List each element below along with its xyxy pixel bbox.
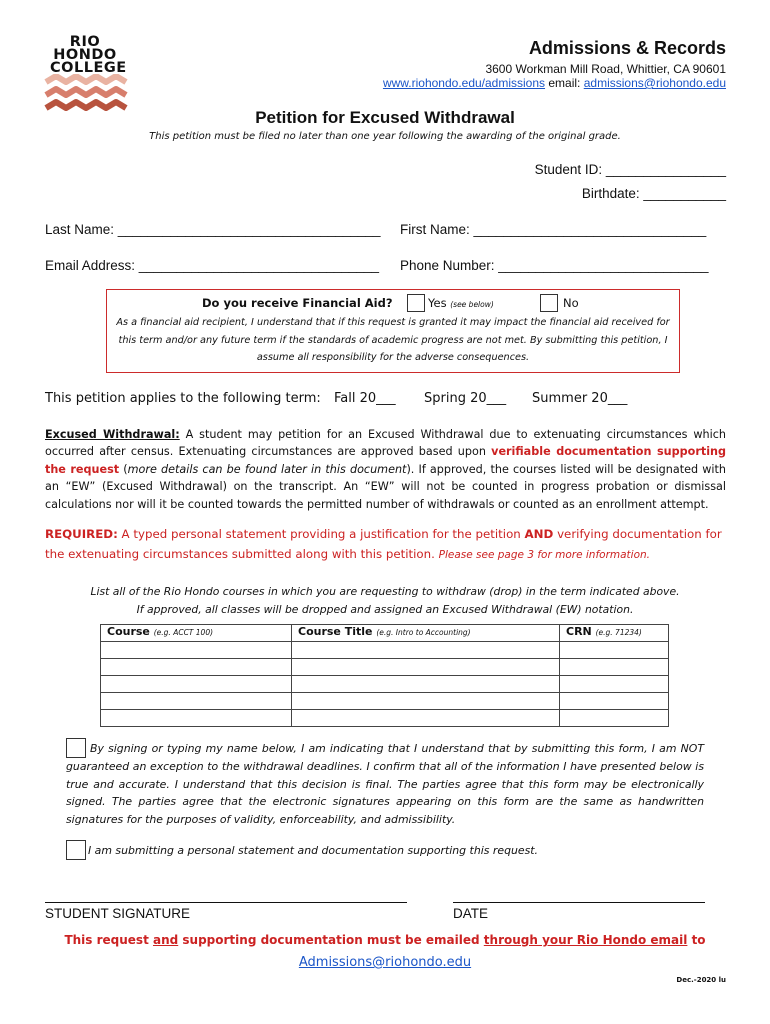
term-label: This petition applies to the following term: (45, 391, 321, 406)
no-label: No (563, 296, 579, 310)
email-link[interactable]: admissions@riohondo.edu (583, 76, 726, 90)
first-name-field[interactable]: First Name: _______________________________ (400, 222, 707, 237)
college-logo-text (50, 34, 127, 76)
title-cell[interactable] (292, 642, 560, 659)
crn-cell[interactable] (560, 693, 669, 710)
department-title: Admissions & Records (528, 38, 726, 58)
course-cell[interactable] (101, 710, 292, 727)
financial-aid-no-checkbox[interactable] (540, 294, 558, 312)
excused-text-1: A student may petition for an Excused Withdrawal due to extenuating circumstances which occurred after census. Extenuating circumstances are approved based upon (45, 428, 726, 459)
crn-cell[interactable] (560, 659, 669, 676)
financial-aid-yes-checkbox[interactable] (407, 294, 425, 312)
header-example: (e.g. ACCT 100) (153, 628, 214, 637)
instructions-line-1: List all of the Rio Hondo courses in which you are requesting to withdraw (drop) in the term indicated above. (90, 585, 680, 598)
submission-instructions (0, 933, 770, 947)
term-summer[interactable]: Summer 20___ (532, 391, 628, 406)
course-cell[interactable] (101, 676, 292, 693)
required-and: AND (524, 527, 554, 541)
course-cell[interactable] (101, 693, 292, 710)
website-link[interactable]: www.riohondo.edu/admissions (382, 76, 546, 90)
student-id-field[interactable]: Student ID: ________________ (534, 162, 726, 177)
header-crn (560, 625, 669, 642)
required-note: Please see page 3 for more information. (438, 548, 651, 561)
student-signature-label: STUDENT SIGNATURE (45, 906, 191, 921)
footer-underlined: through your Rio Hondo email (483, 933, 688, 947)
header-example: (e.g. 71234) (595, 628, 642, 637)
date-label: DATE (453, 906, 489, 921)
footer-email-line (0, 955, 770, 970)
course-cell[interactable] (101, 642, 292, 659)
excused-text-2: ( (119, 462, 128, 476)
email-address-field[interactable]: Email Address: ________________________________ (45, 258, 380, 273)
required-label: REQUIRED: (45, 527, 118, 541)
header-label: CRN (566, 625, 592, 638)
excused-italic: more details can be found later in this document (127, 462, 407, 476)
excused-highlight: verifiable documentation supporting the request (45, 445, 727, 476)
logo-line-1: RIO (69, 34, 101, 50)
crn-cell[interactable] (560, 642, 669, 659)
instructions-line-2: If approved, all classes will be dropped and assigned an Excused Withdrawal (EW) notation. (136, 602, 634, 616)
contact-line (383, 76, 726, 90)
yes-note: (see below) (450, 300, 494, 309)
excused-text-3: ). If approved, the courses listed will be designated with an “EW” (Excused Withdrawal) on the transcript. An “EW” will not be counted in progress probation or dismissal calculations nor will it be counted towards the permitted number of withdrawals or counted as an enrollment attempt. (45, 462, 726, 511)
course-table (100, 624, 669, 727)
revision-note: Dec.-2020 lu (676, 976, 726, 984)
title-cell[interactable] (292, 710, 560, 727)
crn-cell[interactable] (560, 710, 669, 727)
term-spring[interactable]: Spring 20___ (424, 391, 507, 406)
logo-line-3: COLLEGE (50, 60, 127, 76)
statement-text: I am submitting a personal statement and documentation supporting this request. (88, 844, 538, 857)
course-list-instructions (0, 583, 770, 618)
footer-and: and (152, 933, 179, 947)
admissions-email-link[interactable]: Admissions@riohondo.edu (298, 955, 472, 970)
email-label: email: (548, 76, 581, 90)
title-cell[interactable] (292, 676, 560, 693)
table-row (101, 676, 669, 693)
required-text-1: A typed personal statement providing a justification for the petition (117, 527, 525, 541)
yes-option (428, 296, 494, 310)
signature-line[interactable] (45, 902, 407, 903)
header-example: (e.g. Intro to Accounting) (376, 628, 471, 637)
footer-text-3: to (687, 933, 706, 947)
header-label: Course (107, 625, 150, 638)
required-notice (45, 525, 735, 565)
financial-aid-disclaimer: As a financial aid recipient, I understand that if this request is granted it may impact the financial aid received for this term and/or any future term if the standards of academic progress are not met. By submitting this petition, I assume all responsibility for the adverse consequences. (116, 317, 670, 363)
birthdate-field[interactable]: Birthdate: ___________ (581, 186, 726, 201)
crn-cell[interactable] (560, 676, 669, 693)
course-cell[interactable] (101, 659, 292, 676)
table-row (101, 642, 669, 659)
header-course (101, 625, 292, 642)
table-row (101, 710, 669, 727)
financial-aid-question: Do you receive Financial Aid? (202, 296, 393, 310)
title-cell[interactable] (292, 693, 560, 710)
header-course-title (292, 625, 560, 642)
yes-label: Yes (428, 296, 447, 310)
table-header-row (101, 625, 669, 642)
logo-line-2: HONDO (53, 47, 117, 63)
footer-text-2: supporting documentation must be emailed (178, 933, 484, 947)
footer-text-1: This request (64, 933, 153, 947)
term-fall[interactable]: Fall 20___ (334, 391, 396, 406)
required-text-2: verifying documentation for the extenuating circumstances submitted along with this petition. (45, 527, 722, 561)
phone-number-field[interactable]: Phone Number: ____________________________ (400, 258, 709, 273)
last-name-field[interactable]: Last Name: ___________________________________ (45, 222, 381, 237)
header-label: Course Title (298, 625, 373, 638)
table-row (101, 659, 669, 676)
excused-withdrawal-paragraph (45, 426, 726, 513)
excused-heading: Excused Withdrawal: (45, 428, 180, 441)
title-cell[interactable] (292, 659, 560, 676)
agreement-text: By signing or typing my name below, I am indicating that I understand that by submitting this form, I am NOT guaranteed an exception to the withdrawal deadlines. I confirm that all of the information I have presented below is true and accurate. I understand that this decision is final. The parties agree that this form may be electronically signed. The parties agree that the electronic signatures appearing on this form are the same as handwritten signatures for the purposes of validity, enforceability, and admissibility. (66, 742, 704, 827)
table-row (101, 693, 669, 710)
form-subtitle: This petition must be filed no later than one year following the awarding of the original grade. (149, 131, 621, 142)
address: 3600 Workman Mill Road, Whittier, CA 90601 (485, 62, 726, 76)
date-line[interactable] (453, 902, 705, 903)
form-title: Petition for Excused Withdrawal (255, 108, 515, 127)
statement-checkbox[interactable] (66, 840, 86, 860)
